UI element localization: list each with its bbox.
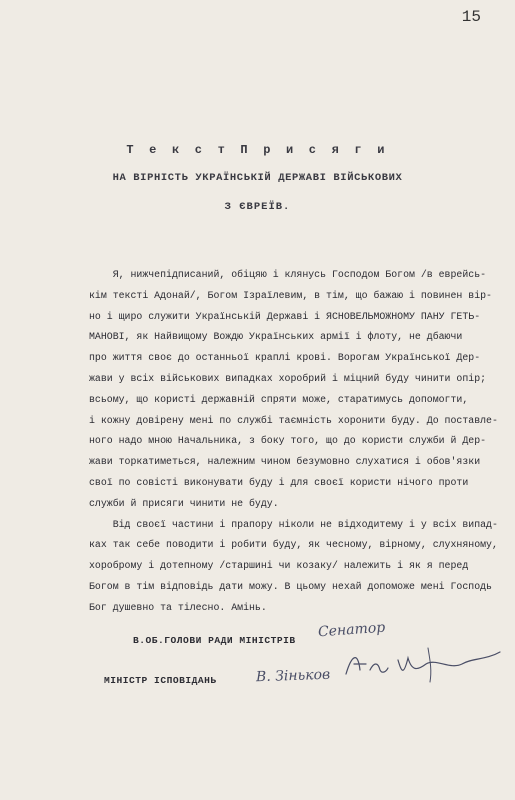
handwritten-signature-senator: Сенатор (317, 619, 386, 641)
document-title: Т е к с т П р и с я г и (126, 143, 389, 157)
text-line: Богом в тім відповідь дати можу. В цьому нехай допоможе мені Господь (89, 580, 492, 592)
text-line: всьому, що користі державній спряти може, старатимусь допомогти, (89, 393, 469, 405)
document-subtitle: НА ВІРНІСТЬ УКРАЇНСЬКІЙ ДЕРЖАВІ ВІЙСЬКОВИХ (112, 172, 403, 184)
text-line: МАНОВІ, як Найвищому Вождю Українських армії і флоту, не дбаючи (89, 331, 463, 343)
text-line: но і щиро служити Українській Державі і ЯСНОВЕЛЬМОЖНОМУ ПАНУ ГЕТЬ- (89, 310, 481, 322)
text-line: хороброму і дотепному /старшині чи козаку/ належить і як я перед (89, 560, 469, 572)
text-line: Від своєї частини і прапору ніколи не відходитему і у всіх випад- (89, 518, 498, 530)
signatory-label-minister-of-confessions: МІНІСТР ІСПОВІДАНЬ (104, 675, 217, 686)
handwritten-signature-scrawl (340, 640, 510, 688)
text-line: про життя своє до останньої краплі крові. Ворогам Української Дер- (89, 352, 481, 364)
text-line: і кожну довірену мені по службі таємність хоронити буду. До поставле- (89, 414, 498, 426)
document-subtitle-line2: З ЄВРЕЇВ. (224, 201, 291, 213)
text-line: ках так себе поводити і робити буду, як чесному, вірному, слухняному, (89, 539, 498, 551)
text-line: свої по совісті виконувати буду і для своєї користи нічого проти (89, 476, 469, 488)
text-line: Бог душевно та тілесно. Амінь. (89, 601, 267, 613)
text-line: жави у всіх військових випадках хоробрий і міцний буду чинити опір; (89, 372, 487, 384)
signatory-label-prime-minister: В.ОБ.ГОЛОВИ РАДИ МІНІСТРІВ (133, 635, 296, 646)
text-line: жави торкатиметься, належним чином безумовно слухатися і обов'язки (89, 456, 481, 468)
text-line: служби й присяги чинити не буду. (89, 497, 279, 509)
oath-text (89, 265, 498, 619)
text-line: кім тексті Адонай/, Богом Ізраїлевим, в тім, що бажаю і повинен вір- (89, 289, 492, 301)
text-line: ного надо мною Начальника, з боку того, що до користи служби й Дер- (89, 435, 487, 447)
text-line: Я, нижчепідписаний, обіцяю і клянусь Господом Богом /в еврейсь- (89, 269, 487, 280)
handwritten-signature-minister: В. Зіньков (255, 666, 331, 686)
page-number: 15 (461, 8, 481, 26)
